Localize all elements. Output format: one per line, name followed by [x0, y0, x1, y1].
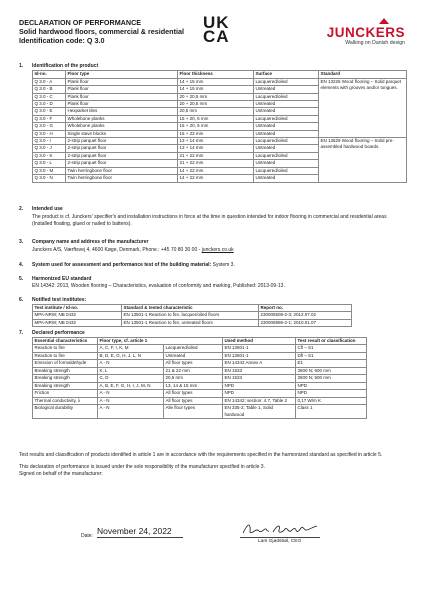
section-intended-use [19, 206, 407, 227]
section-number: 6. [19, 297, 24, 303]
table-cell: 14 + 15 mm [178, 78, 254, 85]
table-cell: Lacquered/oiled [254, 78, 319, 85]
test-institute-table [32, 304, 352, 327]
table-cell: Twin herringbone floor [66, 175, 178, 182]
table-cell: NPD [223, 390, 296, 398]
table-cell: A, B, E, F, G, H, I, J, M, N [98, 382, 164, 390]
column-header: Floor thickness [178, 71, 254, 78]
brand-tagline: Walking on Danish design [345, 40, 405, 46]
table-cell: Q 3.0 - K [33, 152, 66, 159]
table-cell: EN 13501-1 [223, 345, 296, 353]
standard-cell: EN 13226 Wood flooring – Solid parquet elements with grooves and/or tongues. [319, 78, 407, 137]
performance-table [32, 337, 367, 419]
table-cell: All floor types [164, 390, 223, 398]
standard-cell: EN 13629 Wood flooring – Solid pre-assembled hardwood boards. [319, 138, 407, 182]
table-cell: EN 14342; section: 4.7, Table 2 [223, 397, 296, 405]
table-cell: 21 + 22 mm [178, 160, 254, 167]
table-cell: C, D [98, 375, 164, 383]
table-cell: Friction [33, 390, 98, 398]
table-cell: Q 3.0 - F [33, 115, 66, 122]
section-heading-text: Harmonized EU standard [32, 276, 92, 282]
table-cell: Cfl – S1 [296, 345, 367, 353]
table-cell: Q 3.0 - B [33, 86, 66, 93]
table-cell: Twin herringbone floor [66, 167, 178, 174]
table-cell: All floor types [164, 397, 223, 405]
date-value: November 24, 2022 [97, 526, 183, 538]
table-cell: 13 + 14 mm [178, 138, 254, 145]
section-heading-text: Intended use [32, 206, 63, 212]
section-manufacturer [19, 239, 407, 254]
signature-block [0, 515, 425, 545]
section-body: EN 14342: 2013, Wooden flooring – Characteristics, evaluation of conformity and marking, Published: 2013-09-13. [32, 283, 285, 290]
table-cell: Breaking strength [33, 367, 98, 375]
table-cell: Plank floor [66, 101, 178, 108]
section-number: 7. [19, 330, 24, 336]
table-cell: A - N [98, 397, 164, 405]
column-header: Floor type, cf. article 1 [98, 338, 223, 345]
table-cell: 21 + 22 mm [178, 152, 254, 159]
table-cell: 13, 14 & 15 mm [164, 382, 223, 390]
table-row [33, 397, 367, 405]
table-cell: K, L [98, 367, 164, 375]
table-cell: NPD [223, 382, 296, 390]
table-cell: EN 14342 Annex A [223, 360, 296, 368]
table-cell: 3500 N; 600 mm [296, 367, 367, 375]
table-row [33, 78, 407, 85]
table-cell: 20,5 mm [178, 108, 254, 115]
table-cell: Thermal conductivity, λ [33, 397, 98, 405]
section-system [19, 262, 407, 268]
table-cell: Lacquered/oiled [254, 115, 319, 122]
handwritten-signature [241, 521, 321, 537]
table-cell: EN 335-2; Table 1, Solid hardwood [223, 405, 296, 419]
section-heading [19, 262, 407, 268]
table-cell: A, C, F, I, K, M [98, 345, 164, 353]
table-cell: Q 3.0 - D [33, 101, 66, 108]
section-body: Junckers A/S, Værftsvej 4, 4600 Køge, Denmark, Phone.: +45 70 80 30 00 - junckers.co.uk [32, 247, 234, 254]
table-cell: 15 + 20, 5 mm [178, 115, 254, 122]
table-cell: 2-strip parquet floor [66, 160, 178, 167]
table-cell: Q 3.0 - C [33, 93, 66, 100]
table-row [33, 352, 367, 360]
table-cell: 230006996-2-1; 2010.01.07 [259, 319, 352, 327]
table-cell: Q 3.0 - H [33, 130, 66, 137]
section-heading-text: Notified test institutes: [32, 297, 87, 303]
table-cell: Q 3.0 - M [33, 167, 66, 174]
section-body: The product is cf. Junckers' specifier's and installation instructions in force at the time in question intended for indoor flooring in commercial and residential areas (Installed floating, glued or nailed to battens). [32, 214, 387, 227]
table-cell: 2-strip parquet floor [66, 152, 178, 159]
section-heading [19, 239, 407, 245]
column-header: Report no. [259, 305, 352, 312]
table-cell: MPA-NRW; NB 0432 [33, 312, 122, 320]
brand-logo [327, 18, 405, 47]
table-header-row [33, 338, 367, 345]
table-cell: Reaction to fire [33, 345, 98, 353]
table-cell: Q 3.0 - E [33, 108, 66, 115]
table-cell: Q 3.0 - N [33, 175, 66, 182]
table-cell: EN 13501-1 [223, 352, 296, 360]
table-cell: 15 + 20, 5 mm [178, 123, 254, 130]
table-cell: 13 + 14 mm [178, 145, 254, 152]
section-heading [19, 63, 407, 69]
section-identification [19, 63, 407, 183]
table-cell: Reaction to fire [33, 352, 98, 360]
section-number: 1. [19, 63, 24, 69]
document-title [19, 18, 184, 45]
column-header: Floor type [66, 71, 178, 78]
signature-line [240, 537, 320, 538]
table-cell: Q 3.0 - I [33, 138, 66, 145]
table-cell: Lacquered/oiled [254, 93, 319, 100]
table-cell: 20 + 20,5 mm [178, 101, 254, 108]
signer-name: Lars Gjødsbøl, CEO [258, 539, 302, 544]
table-cell: NPD [296, 382, 367, 390]
table-cell: Plank floor [66, 78, 178, 85]
table-cell: 230005508-2-3; 2012.07.02 [259, 312, 352, 320]
table-cell: 0,17 W/m K [296, 397, 367, 405]
table-cell: Plank floor [66, 93, 178, 100]
table-cell: Biological durability [33, 405, 98, 419]
section-number: 4. [19, 262, 24, 268]
section-number: 5. [19, 276, 24, 282]
section-harmonized-standard [19, 276, 407, 290]
brand-name: JUNCKERS [326, 25, 405, 40]
table-row [33, 382, 367, 390]
table-cell: Q 3.0 - G [33, 123, 66, 130]
table-cell: Wholebone planks [66, 115, 178, 122]
table-header-row [33, 305, 352, 312]
section-heading-text: Declared performance [32, 330, 85, 336]
website-link[interactable]: junckers.co.uk [201, 247, 234, 254]
section-number: 3. [19, 239, 24, 245]
table-cell: EN 13501-1 Reaction to fire, untreated floors [122, 319, 259, 327]
table-cell: Lacquered/oiled [254, 138, 319, 145]
product-table [32, 70, 407, 182]
section-number: 2. [19, 206, 24, 212]
ukca-mark-top: UK [203, 13, 230, 32]
closing-paragraph: Signed on behalf of the manufacturer: [19, 470, 103, 477]
column-header: Standard [319, 71, 407, 78]
table-row [33, 319, 352, 327]
section-test-institutes [19, 297, 352, 327]
column-header: Surface [254, 71, 319, 78]
table-cell: Emission of formaldehyde [33, 360, 98, 368]
table-cell: 14 + 22 mm [178, 167, 254, 174]
title-line-1: DECLARATION OF PERFORMANCE [19, 18, 142, 27]
table-cell: Untreated [254, 175, 319, 182]
roof-icon [379, 18, 389, 24]
table-cell: Q 3.0 - J [33, 145, 66, 152]
table-cell: 14 + 15 mm [178, 86, 254, 93]
table-cell: Breaking strength [33, 382, 98, 390]
section-heading-text: System used for assessment and performance test of the building material: [32, 262, 212, 268]
column-header: Test result or classification [296, 338, 367, 345]
table-cell: 15 + 22 mm [178, 130, 254, 137]
closing-paragraph: Test results and classification of products identified in article 1 are in accordance with the requirements specified in the harmonized standard as specified in article 5. [19, 452, 383, 458]
table-cell: 20 + 20,5 mm [178, 93, 254, 100]
table-cell: EN 1533 [223, 375, 296, 383]
column-header: Test institute / Id-no. [33, 305, 122, 312]
ukca-mark [203, 13, 237, 46]
table-cell: Untreated [254, 145, 319, 152]
table-cell: A - N [98, 390, 164, 398]
table-cell: Untreated [254, 101, 319, 108]
table-cell: 20,5 mm [164, 375, 223, 383]
system-value: System 3. [212, 262, 235, 268]
title-line-2: Solid hardwood floors, commercial & residential [19, 27, 184, 36]
table-row [33, 367, 367, 375]
table-cell: 2-strip parquet floor [66, 138, 178, 145]
table-cell: EN 13501-1 Reaction to fire, lacquer/oiled floors [122, 312, 259, 320]
table-cell: E1 [296, 360, 367, 368]
table-cell: Untreated [254, 108, 319, 115]
table-row [33, 360, 367, 368]
table-cell: Q 3.0 - A [33, 78, 66, 85]
table-cell: Lacquered/oiled [164, 345, 223, 353]
section-heading-text: Identification of the product [32, 63, 99, 69]
table-cell: Untreated [254, 160, 319, 167]
section-heading [19, 206, 407, 212]
table-row [33, 405, 367, 419]
table-cell: MPA-NRW; NB 0432 [33, 319, 122, 327]
column-header: Essential characteristics [33, 338, 98, 345]
section-declared-performance [19, 330, 367, 419]
ukca-mark-bottom: CA [203, 27, 230, 46]
date-label: Date: [81, 533, 93, 539]
table-cell: Untreated [254, 123, 319, 130]
table-cell: Untreated [164, 352, 223, 360]
column-header: Id-no. [33, 71, 66, 78]
table-cell: Single stave blocks [66, 130, 178, 137]
table-cell: A - N [98, 360, 164, 368]
table-cell: Untreated [254, 130, 319, 137]
table-cell: Alle floor types [164, 405, 223, 419]
table-row [33, 375, 367, 383]
table-cell: Hexparket tiles [66, 108, 178, 115]
closing-paragraph: This declaration of performance is issued under the sole responsibility of the manufacturer specified in article 3. [19, 464, 265, 471]
table-cell: Lacquered/oiled [254, 152, 319, 159]
table-row [33, 138, 407, 145]
column-header: Used method [223, 338, 296, 345]
table-cell: Q 3.0 - L [33, 160, 66, 167]
table-cell: B, D, E, G, H, J, L, N [98, 352, 164, 360]
table-cell: Dfl – S1 [296, 352, 367, 360]
section-heading [19, 297, 352, 303]
section-heading-text: Company name and address of the manufacturer [32, 239, 149, 245]
table-cell: Untreated [254, 86, 319, 93]
table-cell: Lacquered/oiled [254, 167, 319, 174]
table-cell: Plank floor [66, 86, 178, 93]
table-cell: 14 + 22 mm [178, 175, 254, 182]
table-cell: Breaking strength [33, 375, 98, 383]
table-row [33, 312, 352, 320]
closing-text [19, 452, 407, 477]
section-heading [19, 276, 407, 282]
table-cell: Wholebone planks [66, 123, 178, 130]
table-row [33, 345, 367, 353]
table-cell: 21 & 22 mm [164, 367, 223, 375]
table-cell: EN 1533 [223, 367, 296, 375]
title-line-3: Identification code: Q 3.0 [19, 36, 105, 45]
table-cell: Class 1 [296, 405, 367, 419]
table-cell: 3500 N; 500 mm [296, 375, 367, 383]
table-cell: NPD [296, 390, 367, 398]
table-cell: A - N [98, 405, 164, 419]
table-cell: All floor types [164, 360, 223, 368]
table-row [33, 390, 367, 398]
section-heading [19, 330, 367, 336]
table-header-row [33, 71, 407, 78]
column-header: Standard & tested characteristic [122, 305, 259, 312]
table-cell: 2-strip parquet floor [66, 145, 178, 152]
